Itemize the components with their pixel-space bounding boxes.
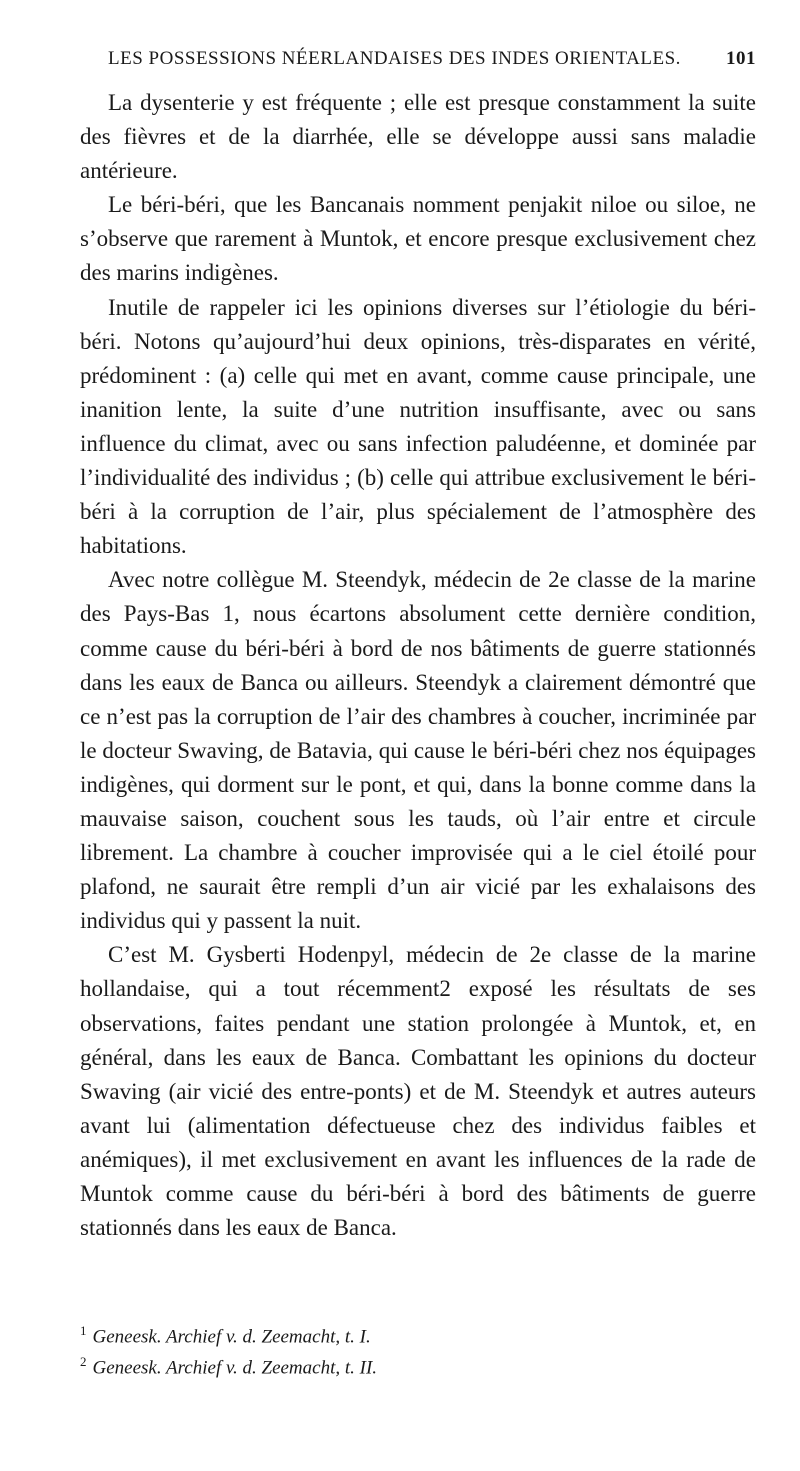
paragraph-hodenpyl: C’est M. Gysberti Hodenpyl, médecin de 2e classe de la marine hollandaise, qui a tout récemment2 exposé les résultats de ses observations, faites pendant une station prolongée à Muntok, et, en général, dans les eaux de Banca. Combattant les opinions du docteur Swaving (air vicié des entre-ponts) et de M. Steendyk et autres auteurs avant lui (alimentation défectueuse chez des individus faibles et anémiques), il met exclusivement en avant les influences de la rade de Muntok comme cause du béri-béri à bord des bâtiments de guerre stationnés dans les eaux de Banca. [80, 942, 756, 1241]
body-text [80, 86, 756, 1245]
footnote-mark: 2 [80, 1354, 87, 1370]
footnote-text: Geneesk. Archief v. d. Zeemacht, t. II. [92, 1357, 378, 1379]
footnotes [80, 1318, 756, 1381]
paragraph-dysenterie: La dysenterie y est fréquente ; elle est presque constamment la suite des fièvres et de la diarrhée, elle se développe aussi sans maladie antérieure. [80, 90, 756, 184]
footnote-text: Geneesk. Archief v. d. Zeemacht, t. I. [92, 1326, 371, 1348]
page-number: 101 [726, 48, 756, 69]
paragraph-beri-beri-intro: Le béri-béri, que les Bancanais nomment penjakit niloe ou siloe, ne s’observe que rarement à Muntok, et encore presque exclusivement chez des marins indigènes. [80, 192, 756, 286]
running-title: LES POSSESSIONS NÉERLANDAISES DES INDES ORIENTALES. [108, 48, 681, 69]
paragraph-steendyk: Avec notre collègue M. Steendyk, médecin de 2e classe de la marine des Pays-Bas 1, nous écartons absolument cette dernière condition, comme cause du béri-béri à bord de nos bâtiments de guerre stationnés dans les eaux de Banca ou ailleurs. Steendyk a clairement démontré que ce n’est pas la corruption de l’air des chambres à coucher, incriminée par le docteur Swaving, de Batavia, qui cause le béri-béri chez nos équipages indigènes, qui dorment sur le pont, et qui, dans la bonne comme dans la mauvaise saison, couchent sous les tauds, où l’air entre et circule librement. La chambre à coucher improvisée qui a le ciel étoilé pour plafond, ne saurait être rempli d’un air vicié par les exhalaisons des individus qui y passent la nuit. [80, 567, 756, 934]
footnote-2 [80, 1349, 756, 1380]
footnote-1 [80, 1318, 756, 1349]
paragraph-etiologie: Inutile de rappeler ici les opinions diverses sur l’étiologie du béri-béri. Notons qu’aujourd’hui deux opinions, très-disparates en vérité, prédominent : (a) celle qui met en avant, comme cause principale, une inanition lente, la suite d’une nutrition insuffisante, avec ou sans influence du climat, avec ou sans infection paludéenne, et dominée par l’individualité des individus ; (b) celle qui attribue exclusivement le béri-béri à la corruption de l’air, plus spécialement de l’atmosphère des habitations. [80, 294, 756, 559]
footnote-mark: 1 [80, 1323, 87, 1338]
